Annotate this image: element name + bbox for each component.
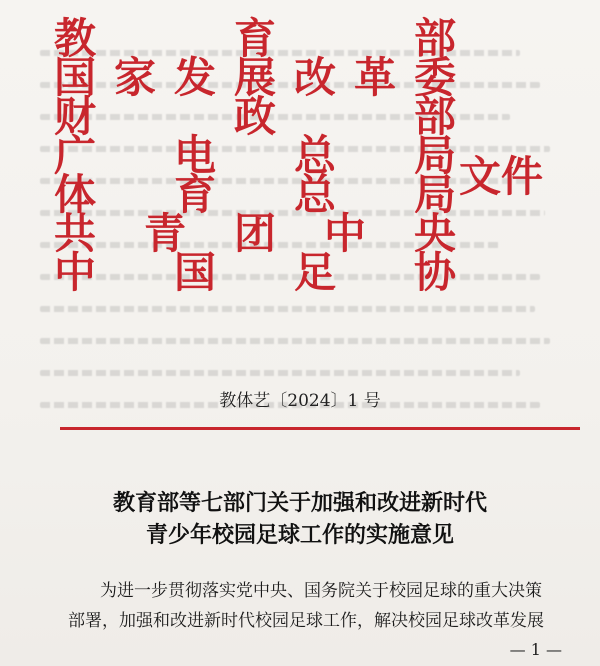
authority-char: 总 [294,170,337,219]
authority-char: 广 [54,131,97,180]
authority-char: 中 [324,209,367,258]
authority-char: 足 [294,248,337,297]
page-number: — 1 — [509,640,562,659]
authority-char: 团 [234,209,277,258]
authority-char: 局 [414,131,457,180]
authority-char: 电 [174,131,217,180]
authority-char: 发 [174,53,217,102]
issuing-authorities-header [54,16,574,316]
authority-char: 局 [414,170,457,219]
document-title-line1: 教育部等七部门关于加强和改进新时代 [112,490,487,516]
authority-char: 国 [54,53,97,102]
authority-char: 部 [414,14,457,63]
authority-char: 青 [144,209,187,258]
authority-char: 育 [234,14,277,63]
wenjian-label: 文件 [459,152,544,201]
body-paragraph-line2: 部署，加强和改进新时代校园足球工作，解决校园足球改革发展 [68,611,544,631]
authority-char: 改 [294,53,337,102]
authority-char: 部 [414,92,457,141]
authority-char: 展 [234,53,277,102]
authority-char: 革 [354,53,397,102]
ghost-line [40,370,520,376]
authority-char: 国 [174,248,217,297]
authority-char: 家 [114,53,157,102]
authority-char: 财 [54,92,97,141]
ghost-line [40,338,550,344]
authority-char: 政 [234,92,277,141]
authority-char: 育 [174,170,217,219]
document-title-line2: 青少年校园足球工作的实施意见 [145,522,454,548]
authority-char: 协 [414,248,457,297]
authority-row [54,250,574,296]
authority-char: 体 [54,170,97,219]
authority-char: 委 [414,53,457,102]
authority-char: 共 [54,209,97,258]
authority-char: 中 [54,248,97,297]
red-separator-line [60,427,580,430]
authority-char: 总 [294,131,337,180]
document-number: 教体艺〔2024〕1 号 [219,391,381,411]
authority-char: 教 [54,14,97,63]
body-paragraph-line1: 为进一步贯彻落实党中央、国务院关于校园足球的重大决策 [100,581,542,601]
authority-char: 央 [414,209,457,258]
